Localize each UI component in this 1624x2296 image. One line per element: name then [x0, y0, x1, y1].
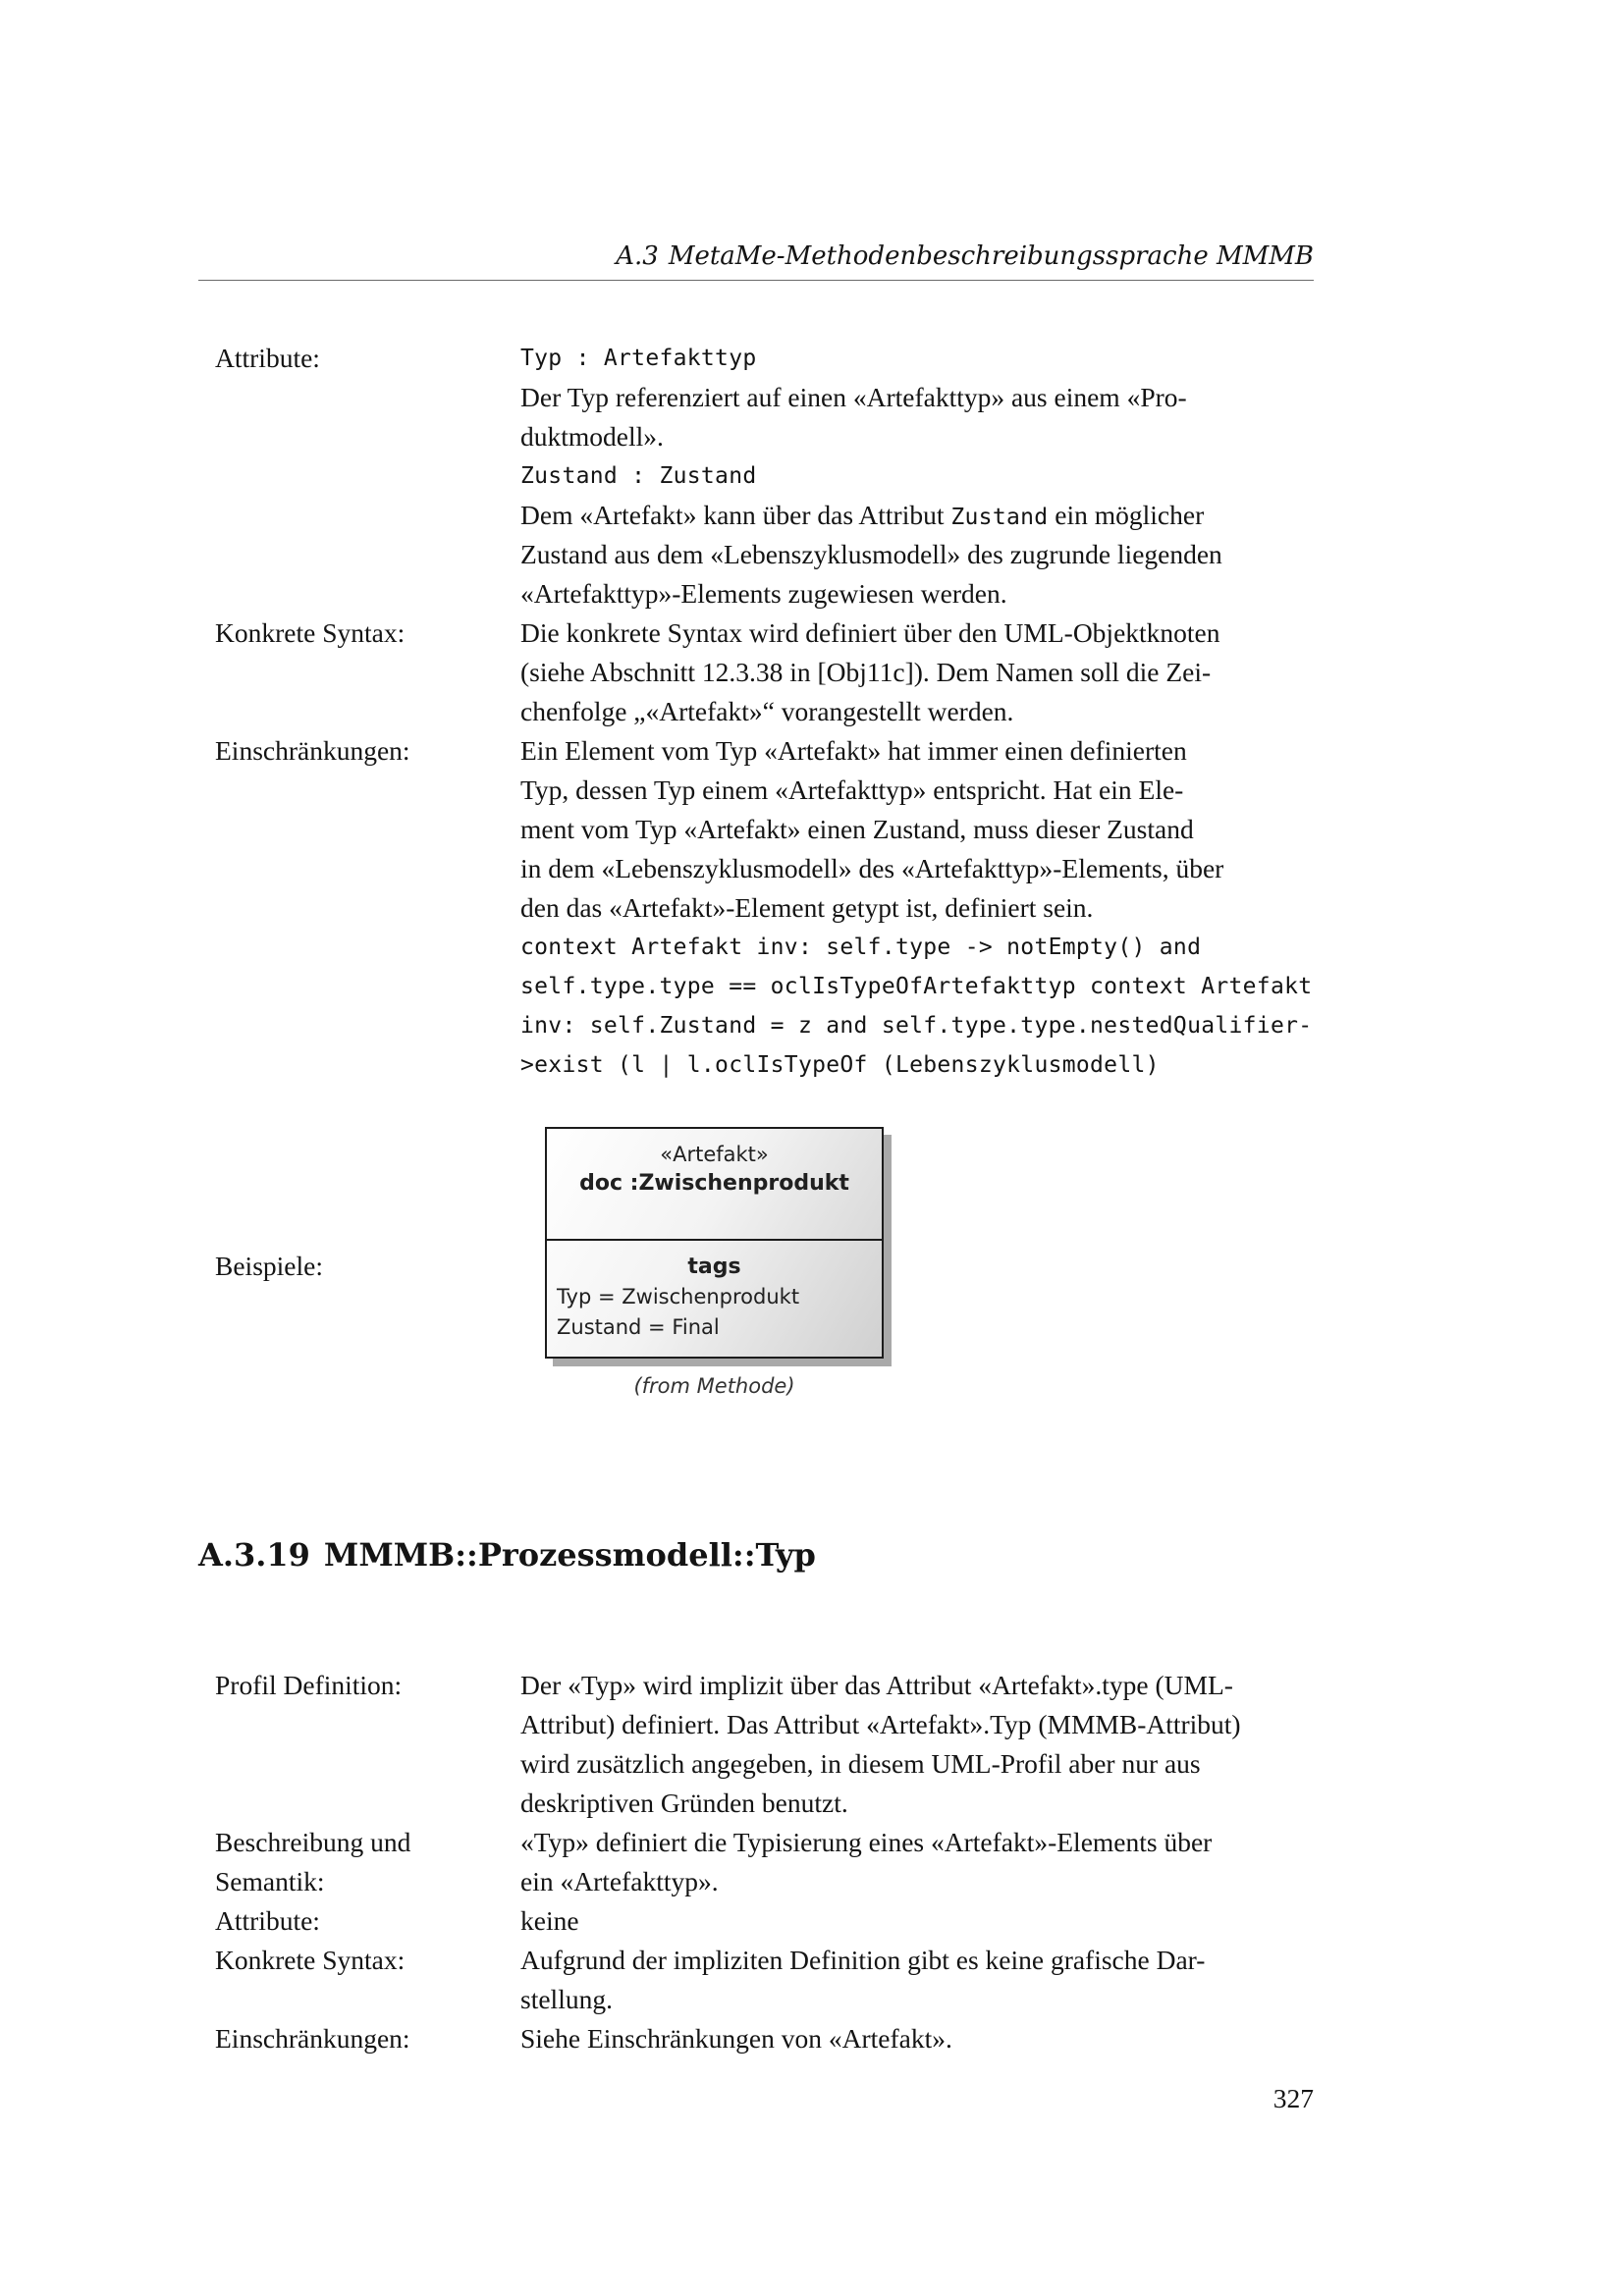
ocl-expression: >exist (l | l.oclIsTypeOf (Lebenszyklusmodell) — [520, 1052, 1160, 1078]
constraints-text: ment vom Typ «Artefakt» einen Zustand, muss dieser Zustand — [520, 814, 1194, 844]
description-content — [520, 1823, 1345, 1901]
ocl-expression: context Artefakt inv: self.type -> notEmpty() and — [520, 934, 1202, 960]
description-text: «Typ» definiert die Typisierung eines «Artefakt»-Elements über — [520, 1827, 1213, 1857]
attributes-value: keine — [520, 1905, 579, 1936]
constraints-text: Typ, dessen Typ einem «Artefakttyp» entspricht. Hat ein Ele- — [520, 774, 1184, 805]
description-label-line: Beschreibung und — [215, 1827, 411, 1857]
profile-definition-text: Attribut) definiert. Das Attribut «Artefakt».Typ (MMMB-Attribut) — [520, 1709, 1241, 1739]
syntax-label: Konkrete Syntax: — [215, 617, 406, 648]
ocl-expression: self.type.type == oclIsTypeOfArtefakttyp context Artefakt — [520, 974, 1313, 999]
syntax-text: Aufgrund der impliziten Definition gibt es keine grafische Dar- — [520, 1945, 1206, 1975]
constraints-label-2: Einschränkungen: — [215, 2023, 410, 2054]
profile-definition-label: Profil Definition: — [215, 1670, 403, 1700]
examples-label: Beispiele: — [215, 1251, 323, 1281]
attributes-label: Attribute: — [215, 343, 320, 373]
running-header-title: MetaMe-Methodenbeschreibungssprache MMMB — [668, 241, 1314, 271]
profile-definition-text: deskriptiven Gründen benutzt. — [520, 1788, 848, 1818]
description-text: ein «Artefakttyp». — [520, 1866, 719, 1896]
uml-object-node — [545, 1127, 884, 1359]
attribute-typ-description: duktmodell». — [520, 421, 664, 452]
constraints-text: den das «Artefakt»-Element getypt ist, definiert sein. — [520, 892, 1094, 923]
syntax-text: chenfolge „«Artefakt»“ vorangestellt werden. — [520, 696, 1014, 726]
section-title: MMMB::Prozessmodell::Typ — [323, 1536, 816, 1574]
syntax-text: Die konkrete Syntax wird definiert über den UML-Objektknoten — [520, 617, 1220, 648]
attribute-typ-code: Typ : Artefakttyp — [520, 346, 757, 371]
attribute-zustand-description: «Artefakttyp»-Elements zugewiesen werden. — [520, 578, 1007, 609]
uml-object-name: doc :Zwischenprodukt — [579, 1171, 849, 1196]
attributes-content — [520, 339, 1345, 614]
profile-definition-text: Der «Typ» wird implizit über das Attribut «Artefakt».type (UML- — [520, 1670, 1233, 1700]
section-heading — [198, 1533, 816, 1576]
page-number: 327 — [1272, 2083, 1314, 2113]
uml-stereotype: «Artefakt» — [660, 1143, 769, 1166]
syntax-text: stellung. — [520, 1984, 613, 2014]
uml-object-node-figure — [545, 1127, 891, 1408]
inline-code: Zustand — [950, 505, 1049, 530]
attribute-zustand-description: Zustand aus dem «Lebenszyklusmodell» des zugrunde liegenden — [520, 539, 1222, 569]
uml-from-note: (from Methode) — [633, 1374, 795, 1398]
syntax-content — [520, 614, 1345, 731]
syntax-content-2 — [520, 1941, 1345, 2019]
constraints-label: Einschränkungen: — [215, 735, 410, 766]
uml-tags-compartment — [547, 1241, 882, 1343]
description-label — [215, 1823, 410, 1901]
profile-definition-text: wird zusätzlich angegeben, in diesem UML-Profil aber nur aus — [520, 1748, 1201, 1779]
profile-definition-content — [520, 1666, 1345, 1823]
constraints-content-2 — [520, 2019, 1345, 2058]
uml-tag-value: Typ = Zwischenprodukt — [557, 1285, 800, 1308]
constraints-text: Siehe Einschränkungen von «Artefakt». — [520, 2023, 952, 2054]
constraints-text: in dem «Lebenszyklusmodell» des «Artefakttyp»-Elements, über — [520, 853, 1224, 883]
attributes-label-2: Attribute: — [215, 1905, 320, 1936]
running-header — [198, 240, 1314, 281]
section-number: A.3.19 — [198, 1536, 310, 1574]
running-header-section-number: A.3 — [616, 241, 659, 271]
attribute-typ-description: Der Typ referenziert auf einen «Artefakttyp» aus einem «Pro- — [520, 382, 1187, 412]
syntax-label-2: Konkrete Syntax: — [215, 1945, 406, 1975]
uml-name-compartment — [547, 1129, 882, 1241]
ocl-expression: inv: self.Zustand = z and self.type.type.nestedQualifier- — [520, 1013, 1313, 1039]
syntax-text: (siehe Abschnitt 12.3.38 in [Obj11c]). Dem Namen soll die Zei- — [520, 657, 1212, 687]
uml-tags-heading: tags — [687, 1255, 741, 1279]
description-label-line: Semantik: — [215, 1866, 325, 1896]
attribute-zustand-code: Zustand : Zustand — [520, 463, 757, 489]
constraints-content — [520, 731, 1345, 1085]
constraints-text: Ein Element vom Typ «Artefakt» hat immer einen definierten — [520, 735, 1187, 766]
uml-tag-value: Zustand = Final — [557, 1315, 720, 1339]
attribute-zustand-description: Dem «Artefakt» kann über das Attribut Zustand ein möglicher — [520, 500, 1205, 530]
